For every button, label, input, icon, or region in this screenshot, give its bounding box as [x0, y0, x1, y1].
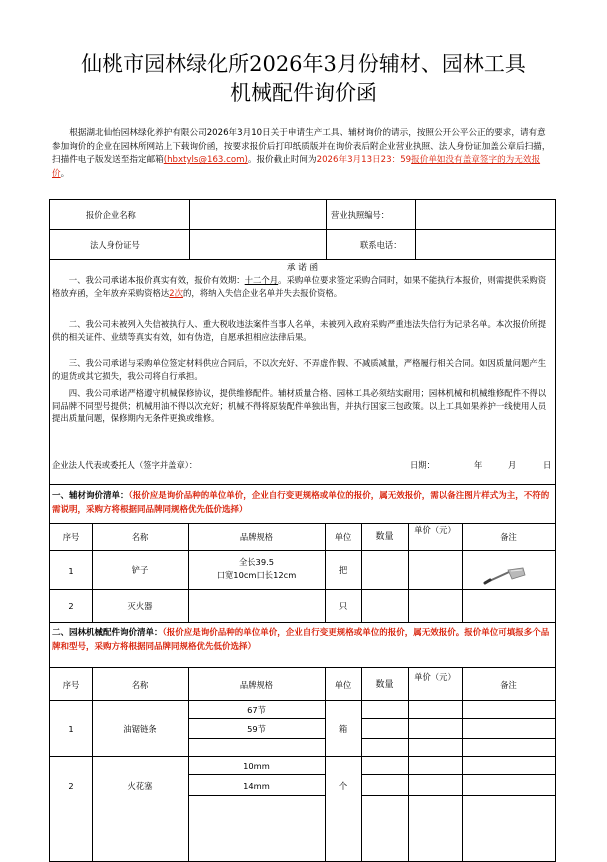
- legal-id-field[interactable]: [191, 231, 324, 257]
- row2-1-spec-2: 59节: [247, 724, 266, 734]
- row-1-no: 1: [68, 566, 74, 576]
- email-link[interactable]: (hbxtyls@163.com): [163, 155, 248, 166]
- phone-label: 联系电话：: [360, 240, 402, 250]
- row-2-price-field[interactable]: [410, 591, 460, 620]
- row2-1-unit: 箱: [338, 724, 348, 734]
- row-2-qty-field[interactable]: [363, 591, 406, 620]
- col-header-qty: 数量: [375, 532, 394, 542]
- pledge-1c: 的，将纳入失信企业名单并失去报价资格。: [182, 287, 343, 298]
- col2-header-price: 单价（元）: [414, 672, 456, 682]
- date-day: 日: [543, 460, 552, 470]
- col2-header-no: 序号: [62, 680, 80, 690]
- col2-header-spec: 品牌规格: [239, 680, 274, 690]
- col-header-no: 序号: [62, 532, 80, 542]
- section-1-note: （报价应是询价品种的单位单价，企业自行变更规格或单位的报价，属无效报价，需以备注图片样式为主，不符的需说明，采购方将根据同品牌同规格优先低价选择）: [52, 491, 550, 515]
- intro-end: 。: [60, 168, 70, 179]
- license-number-label: 营业执照编号：: [331, 210, 390, 220]
- row2-1-spec-1: 67节: [247, 705, 266, 715]
- section-2-header: [52, 627, 552, 654]
- section-1-heading: 一、辅材询价清单：: [52, 491, 129, 501]
- signer-label: 企业法人代表或委托人（签字并盖章）：: [52, 460, 198, 470]
- row2-2-name: 火花塞: [127, 781, 153, 791]
- date-year: 年: [474, 460, 483, 470]
- company-name-field[interactable]: [191, 202, 324, 228]
- col-header-name: 名称: [131, 532, 149, 542]
- company-info-form: [49, 199, 556, 260]
- title-line-1: 仙桃市园林绿化所2026年3月份辅材、园林工具: [81, 52, 526, 76]
- row2-2-spec-2: 14mm: [243, 781, 270, 791]
- section-1-header: [52, 490, 552, 517]
- row2-2-no: 2: [68, 781, 74, 791]
- row-1-spec-1: 全长39.5: [238, 557, 275, 567]
- date-label: 日期：: [410, 460, 435, 470]
- deadline: 2026年3月13日23：59: [316, 155, 412, 166]
- col2-header-unit: 单位: [334, 680, 352, 690]
- row-1-spec-2: 口宽10cm口长12cm: [216, 570, 297, 580]
- abandon-count: 2次: [169, 287, 183, 298]
- col2-header-name: 名称: [131, 680, 149, 690]
- row-2-no: 2: [68, 601, 74, 611]
- title-line-2: 机械配件询价函: [230, 81, 377, 105]
- col2-header-remark: 备注: [500, 680, 517, 690]
- col-header-unit: 单位: [334, 532, 352, 542]
- row-1-unit: 把: [338, 565, 348, 575]
- row-1-price-field[interactable]: [410, 552, 460, 587]
- pledge-item-4: 四、我公司承诺严格遵守机械保修协议，提供维修配件。辅材质量合格、园林工具必须结实耐用；园林机械和机械维修配件不得以同品牌不同型号提供；机械用油不得以次充好；机械不得将原装配件单独出售，并执行国家三包政策。以上工具如果养护一线使用人员提出质量问题，保修期内无条件更换或维修。: [52, 388, 547, 424]
- invalid-warning: 报价单如没有盖章签字的为无效报价: [52, 155, 541, 179]
- legal-id-label: 法人身份证号: [90, 240, 140, 250]
- shovel-image: [481, 565, 527, 587]
- col2-header-qty: 数量: [375, 680, 394, 690]
- row-2-unit: 只: [338, 601, 348, 611]
- section-2-heading: 二、园林机械配件询价清单：: [52, 628, 163, 638]
- intro-text: 根据湖北仙怡园林绿化养护有限公司2026年3月10日关于申请生产工具、辅材询价的请示，按照公开公平公正的要求，请有意参加询价的企业在园林所网站上下载询价函，按要求报价后打印纸质版并在询价表后附企业营业执照、法人身份证加盖公章后扫描，扫描件电子版发送至指定邮箱: [52, 128, 551, 166]
- col-header-remark: 备注: [500, 532, 517, 542]
- machinery-parts-table: [49, 622, 556, 862]
- intro-text-2: 。报价截止时间为: [247, 155, 317, 166]
- col-header-price: 单价（元）: [414, 525, 456, 535]
- validity-period: 十二个月: [244, 275, 279, 285]
- intro-paragraph: [52, 127, 552, 181]
- row-1-name: 铲子: [131, 565, 149, 575]
- license-number-field[interactable]: [417, 202, 553, 228]
- row2-1-name: 油锯链条: [123, 724, 157, 734]
- pledge-title: 承 诺 函: [286, 263, 319, 273]
- date-month: 月: [508, 460, 517, 470]
- section-2-note: （报价应是询价品种的单位单价，企业自行变更规格或单位的报价，属无效报价。报价单位可填报多个品牌和型号，采购方将根据同品牌同规格优先低价选择）: [52, 628, 550, 652]
- pledge-item-1: [52, 274, 552, 299]
- pledge-item-2: 二、我公司未被列入失信被执行人、重大税收违法案件当事人名单，未被列入政府采购严重违法失信行为记录名单。本次报价所提供的相关证件、业绩等真实有效，如有伪造，自愿承担相应法律后果。: [52, 319, 547, 342]
- company-name-label: 报价企业名称: [86, 210, 136, 220]
- pledge-letter: [49, 259, 556, 485]
- row-1-qty-field[interactable]: [363, 552, 406, 587]
- pledge-item-3: 三、我公司承诺与采购单位签定材料供应合同后，不以次充好、不弄虚作假、不减质减量，严格履行相关合同。如因质量问题产生的退货或其它损失，我公司将自行承担。: [52, 358, 547, 381]
- row2-2-unit: 个: [338, 781, 348, 791]
- row-2-name: 灭火器: [127, 601, 153, 611]
- phone-field[interactable]: [417, 231, 553, 257]
- row2-2-spec-1: 10mm: [243, 761, 270, 771]
- pledge-1a: 一、我公司承诺本报价真实有效，报价有效期：: [68, 275, 245, 285]
- pledge-1b: 。采购单位要求签定采购合同时，如果不能执行本报价，则需提供采购资格放弃函，全年放弃采购资格达: [52, 275, 547, 298]
- auxiliary-materials-table: [49, 484, 556, 623]
- document-title: [0, 50, 607, 108]
- col-header-spec: 品牌规格: [239, 532, 274, 542]
- row2-1-no: 1: [68, 724, 74, 734]
